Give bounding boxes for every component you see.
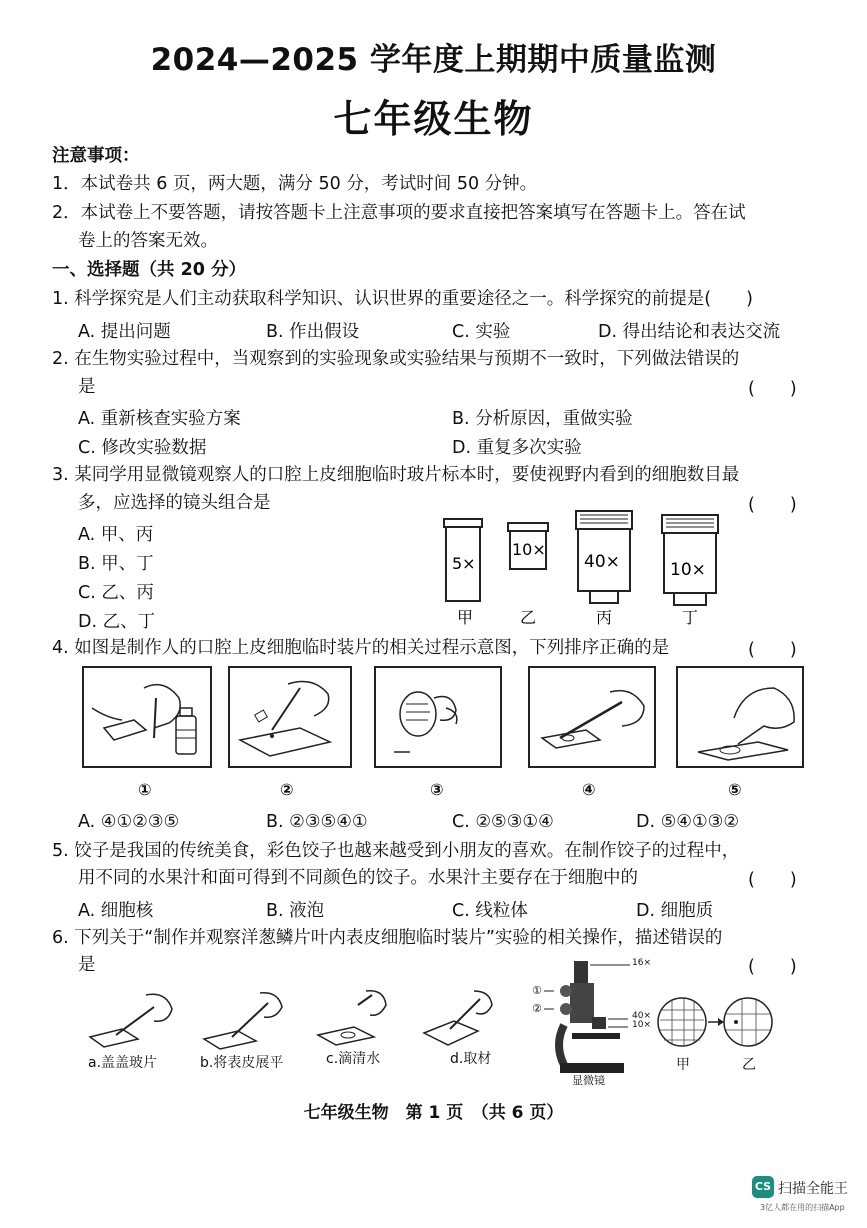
- step-1-label: ①: [138, 780, 152, 799]
- note-item-1: 1．本试卷共 6 页，两大题，满分 50 分，考试时间 50 分钟。: [52, 174, 538, 194]
- lens-bing-label: 丙: [596, 608, 613, 627]
- q1-option-a: A. 提出问题: [78, 322, 171, 342]
- objective-mag-1: 40×: [632, 1011, 651, 1021]
- procedure-c-image: [318, 991, 386, 1045]
- cs-logo-icon: CS: [752, 1176, 774, 1198]
- page-footer: 七年级生物 第 1 页 （共 6 页）: [303, 1103, 564, 1123]
- scanner-app-name: 扫描全能王: [778, 1181, 848, 1197]
- q4-answer-bracket: ( ): [748, 640, 797, 660]
- q6-answer-bracket: ( ): [748, 957, 797, 977]
- q3-option-d: D. 乙、丁: [78, 612, 156, 632]
- q3-stem-cont: 多，应选择的镜头组合是: [78, 493, 271, 513]
- view-yi-label: 乙: [742, 1057, 756, 1073]
- q2-option-c: C. 修改实验数据: [78, 438, 207, 458]
- microscope-label: 显微镜: [572, 1074, 605, 1087]
- step-5-label: ⑤: [728, 780, 742, 799]
- exam-title: 2024—2025 学年度上期期中质量监测: [150, 42, 717, 78]
- q1-option-d: D. 得出结论和表达交流: [598, 322, 781, 342]
- q5-answer-bracket: ( ): [748, 870, 797, 890]
- marker-2: ②: [532, 1002, 542, 1015]
- q5-option-b: B. 液泡: [266, 901, 325, 921]
- q5-stem: 5. 饺子是我国的传统美食，彩色饺子也越来越受到小朋友的喜欢。在制作饺子的过程中，: [52, 841, 740, 861]
- q4-option-b: B. ②③⑤④①: [266, 812, 368, 832]
- step-2-label: ②: [280, 780, 294, 799]
- q2-answer-bracket: ( ): [748, 379, 797, 399]
- lens-jia-mag: 5×: [452, 554, 476, 573]
- view-yi: [724, 998, 772, 1046]
- step-3-label: ③: [430, 780, 444, 799]
- procedure-a-image: [90, 994, 172, 1047]
- lens-yi-label: 乙: [520, 608, 537, 627]
- q4-option-a: A. ④①②③⑤: [78, 812, 180, 832]
- note-item-2b: 卷上的答案无效。: [78, 231, 218, 251]
- notes-heading: 注意事项：: [52, 146, 140, 166]
- scanner-app-tagline: 3亿人都在用的扫描App: [760, 1203, 845, 1212]
- objective-mag-2: 10×: [632, 1020, 651, 1030]
- step-2-image: [228, 666, 352, 768]
- procedure-d-caption: d.取材: [450, 1051, 492, 1067]
- eyepiece-mag: 16×: [632, 958, 651, 968]
- q3-option-b: B. 甲、丁: [78, 554, 154, 574]
- q3-answer-bracket: ( ): [748, 495, 797, 515]
- step-4-image: [528, 666, 656, 768]
- q1-option-b: B. 作出假设: [266, 322, 360, 342]
- q5-option-d: D. 细胞质: [636, 901, 714, 921]
- q6-stem-cont: 是: [78, 955, 96, 975]
- lens-ding-label: 丁: [682, 608, 699, 627]
- marker-1: ①: [532, 984, 542, 997]
- step-4-label: ④: [582, 780, 596, 799]
- procedure-a-caption: a.盖盖玻片: [88, 1055, 158, 1071]
- lens-figure: [430, 505, 730, 630]
- procedure-d-image: [424, 991, 492, 1045]
- step-5-image: [676, 666, 804, 768]
- subject-title: 七年级生物: [333, 97, 534, 141]
- q3-option-c: C. 乙、丙: [78, 583, 154, 603]
- q1-stem: 1. 科学探究是人们主动获取科学知识、认识世界的重要途径之一。科学探究的前提是( ): [52, 289, 753, 309]
- scanner-watermark: [752, 1176, 862, 1216]
- step-3-image: [374, 666, 502, 768]
- lens-yi-mag: 10×: [512, 540, 546, 559]
- q4-option-d: D. ⑤④①③②: [636, 812, 740, 832]
- lens-ding-mag: 10×: [670, 560, 706, 580]
- note-item-2a: 2．本试卷上不要答题，请按答题卡上注意事项的要求直接把答案填写在答题卡上。答在试: [52, 203, 746, 223]
- q2-option-b: B. 分析原因，重做实验: [452, 409, 633, 429]
- lens-jia-label: 甲: [457, 608, 474, 627]
- procedure-b-caption: b.将表皮展平: [200, 1055, 284, 1071]
- q6-stem: 6. 下列关于“制作并观察洋葱鳞片叶内表皮细胞临时装片”实验的相关操作，描述错误的: [52, 928, 723, 948]
- q4-stem: 4. 如图是制作人的口腔上皮细胞临时装片的相关过程示意图，下列排序正确的是: [52, 638, 670, 658]
- q4-option-c: C. ②⑤③①④: [452, 812, 554, 832]
- q1-option-c: C. 实验: [452, 322, 511, 342]
- step-1-image: [82, 666, 212, 768]
- q5-option-c: C. 线粒体: [452, 901, 528, 921]
- cell-views-figure: [656, 996, 776, 1052]
- q3-option-a: A. 甲、丙: [78, 525, 154, 545]
- q5-option-a: A. 细胞核: [78, 901, 154, 921]
- q3-stem: 3. 某同学用显微镜观察人的口腔上皮细胞临时玻片标本时，要使视野内看到的细胞数目最: [52, 465, 740, 485]
- q2-stem: 2. 在生物实验过程中，当观察到的实验现象或实验结果与预期不一致时，下列做法错误的: [52, 349, 740, 369]
- q5-stem-cont: 用不同的水果汁和面可得到不同颜色的饺子。水果汁主要存在于细胞中的: [78, 868, 638, 888]
- view-jia-label: 甲: [676, 1057, 690, 1073]
- q2-option-d: D. 重复多次实验: [452, 438, 582, 458]
- procedure-c-caption: c.滴清水: [326, 1051, 381, 1067]
- section-heading: 一、选择题（共 20 分）: [52, 260, 247, 280]
- view-jia: [658, 998, 706, 1046]
- q2-stem-cont: 是: [78, 377, 96, 397]
- lens-bing-mag: 40×: [584, 552, 620, 572]
- procedure-b-image: [204, 993, 282, 1049]
- q2-option-a: A. 重新核查实验方案: [78, 409, 241, 429]
